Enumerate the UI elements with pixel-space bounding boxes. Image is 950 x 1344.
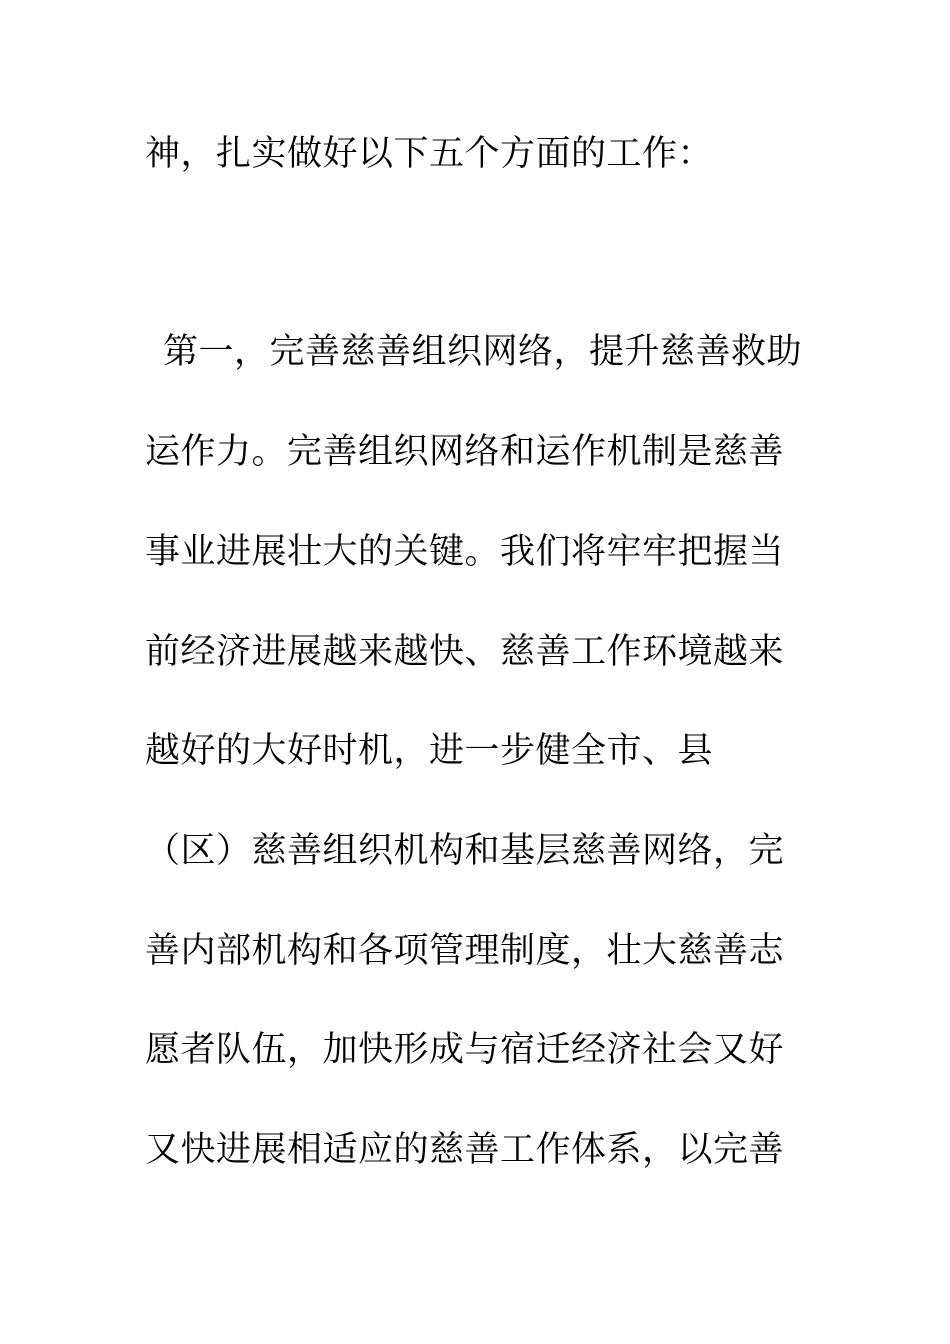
text-line-7: （区）慈善组织机构和基层慈善网络，完 xyxy=(145,831,785,871)
text-line-5: 前经济进展越来越快、慈善工作环境越来 xyxy=(145,632,785,672)
text-line-8: 善内部机构和各项管理制度，壮大慈善志 xyxy=(145,931,785,971)
paragraph-first-line: 第一，完善慈善组织网络，提升慈善救助 xyxy=(163,332,803,372)
text-line-1: 神，扎实做好以下五个方面的工作： xyxy=(145,134,714,174)
text-line-3: 运作力。完善组织网络和运作机制是慈善 xyxy=(145,432,785,472)
text-line-6: 越好的大好时机，进一步健全市、县 xyxy=(145,731,714,771)
text-line-10: 又快进展相适应的慈善工作体系，以完善 xyxy=(145,1130,785,1170)
text-line-9: 愿者队伍，加快形成与宿迁经济社会又好 xyxy=(145,1030,785,1070)
text-line-4: 事业进展壮大的关键。我们将牢牢把握当 xyxy=(145,532,785,572)
